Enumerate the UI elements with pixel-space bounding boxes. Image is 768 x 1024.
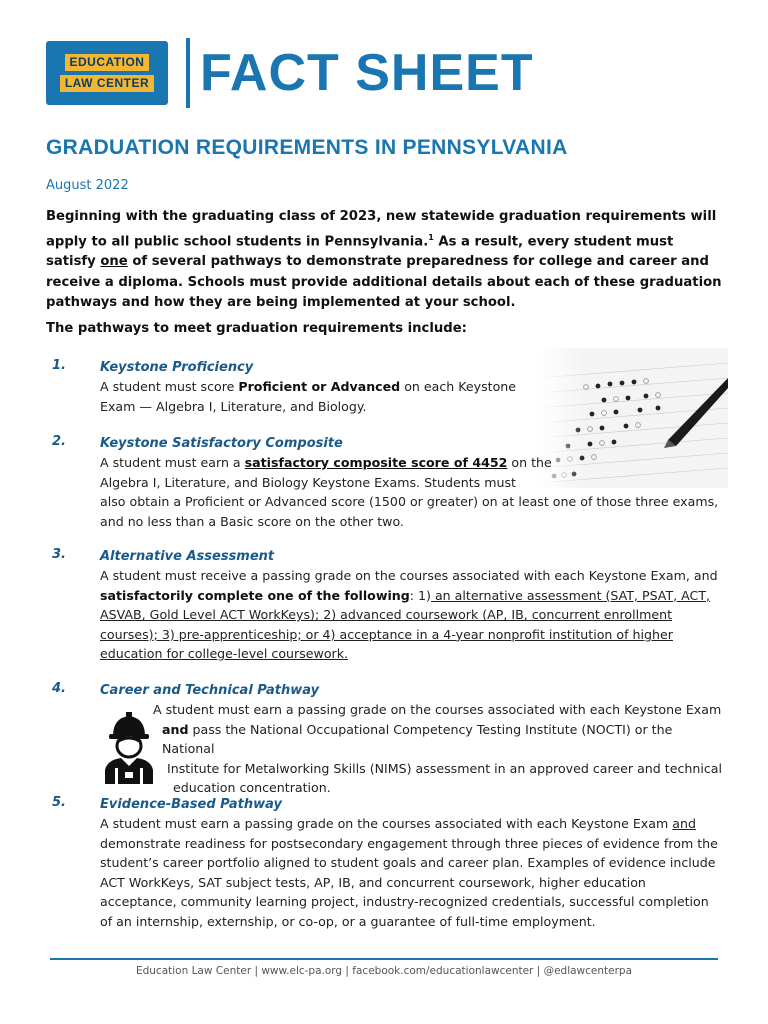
intro-emphasis: one bbox=[100, 254, 128, 270]
pathway-3 bbox=[52, 547, 724, 664]
pathway-body bbox=[153, 700, 724, 798]
pathway-text: on each Keystone bbox=[400, 379, 517, 394]
intro-text-1: Beginning with the graduating class of 2023, new statewide graduation requirements will apply to all public school students in Pennsylvania. bbox=[46, 209, 717, 249]
logo-line-2: LAW CENTER bbox=[60, 75, 154, 92]
pathway-1 bbox=[52, 358, 724, 416]
pathway-body bbox=[100, 566, 724, 664]
pathway-bold: satisfactory composite score of 4452 bbox=[244, 455, 508, 470]
pathway-text: Institute for Metalworking Skills (NIMS) assessment in an approved career and technical bbox=[167, 760, 722, 776]
pathway-text: Algebra I, Literature, and Biology Keystone Exams. Students must bbox=[100, 474, 516, 490]
header-divider bbox=[186, 38, 190, 108]
pathway-body bbox=[100, 814, 724, 932]
pathway-bold: satisfactorily complete one of the following bbox=[100, 587, 410, 603]
logo-line-1: EDUCATION bbox=[65, 54, 150, 71]
pathway-text: A student must earn a passing grade on the courses associated with each Keystone Exam bbox=[100, 816, 673, 831]
footnote-marker: 1 bbox=[428, 232, 434, 242]
intro-paragraph bbox=[46, 207, 726, 314]
pathway-text: pass the National Occupational Competency Testing Institute (NOCTI) or the National bbox=[162, 721, 673, 757]
pathway-title: Keystone Satisfactory Composite bbox=[100, 436, 343, 451]
pathway-5 bbox=[52, 795, 724, 932]
pathway-number: 1. bbox=[52, 358, 66, 373]
pathway-number: 3. bbox=[52, 547, 66, 562]
pathway-bold: and bbox=[162, 721, 189, 737]
pathway-text: A student must score bbox=[100, 379, 239, 394]
pathway-number: 5. bbox=[52, 795, 66, 810]
pathway-text: demonstrate readiness for postsecondary engagement through three pieces of evidence from the student’s career portfolio aligned to student goals and career plan. Examples of evidence include ACT WorkKeys, SAT subject tests, AP, IB, and concurrent coursework, higher education acceptance, community learning project, industry-recognized credentials, successful completion of an internship, externship, or co-op, or a guarantee of full-time employment. bbox=[100, 835, 718, 929]
pathway-number: 2. bbox=[52, 434, 66, 449]
pathway-title: Alternative Assessment bbox=[100, 549, 275, 564]
pathway-title: Keystone Proficiency bbox=[100, 360, 254, 375]
pathway-body bbox=[100, 453, 724, 531]
pathway-text: A student must receive a passing grade on the courses associated with each Keystone Exam, and bbox=[100, 568, 718, 583]
education-law-center-logo bbox=[46, 41, 168, 105]
intro-text-3: of several pathways to demonstrate preparedness for college and career and receive a diploma. Schools must provide additional details about each of these graduation pathways and how they are being implemented at your school. bbox=[46, 254, 722, 311]
pathway-title: Evidence-Based Pathway bbox=[100, 797, 282, 812]
footer-divider bbox=[50, 958, 718, 960]
pathway-text: Exam — Algebra I, Literature, and Biology. bbox=[100, 398, 367, 414]
pathway-text: : 1) bbox=[409, 587, 431, 603]
pathway-bold: Proficient or Advanced bbox=[238, 379, 401, 394]
pathways-lead: The pathways to meet graduation requirements include: bbox=[46, 321, 467, 336]
pathway-text: an alternative assessment (SAT, PSAT, ACT, ASVAB, Gold Level ACT WorkKeys); 2) advanced coursework (AP, IB, concurrent enrollment courses); 3) pre-apprenticeship; or 4) acceptance in a 4-year nonprofit institution of higher education for college-level coursework. bbox=[100, 587, 711, 662]
pathway-text: on the bbox=[507, 455, 552, 470]
pathway-title: Career and Technical Pathway bbox=[100, 683, 320, 698]
pathway-underline: and bbox=[672, 816, 696, 831]
pathway-line bbox=[162, 720, 724, 759]
pathway-number: 4. bbox=[52, 681, 66, 696]
pathway-4 bbox=[52, 681, 724, 798]
pathway-text: education concentration. bbox=[173, 780, 331, 796]
pathway-text: A student must earn a bbox=[100, 455, 245, 470]
pathway-text: also obtain a Proficient or Advanced score (1500 or greater) on at least one of those three exams, and no less than a Basic score on the other two. bbox=[100, 494, 719, 529]
pathway-text: A student must earn a passing grade on the courses associated with each Keystone Exam bbox=[153, 702, 722, 717]
intro-text-2: As a result, every student must satisfy bbox=[46, 233, 674, 270]
pathway-body bbox=[100, 377, 724, 416]
document-title: GRADUATION REQUIREMENTS IN PENNSYLVANIA bbox=[46, 136, 568, 159]
pathway-2 bbox=[52, 434, 724, 531]
header bbox=[46, 34, 534, 112]
fact-sheet-title: FACT SHEET bbox=[200, 44, 534, 102]
document-date: August 2022 bbox=[46, 178, 129, 193]
footer-contact: Education Law Center | www.elc-pa.org | facebook.com/educationlawcenter | @edlawcenterpa bbox=[135, 965, 633, 977]
